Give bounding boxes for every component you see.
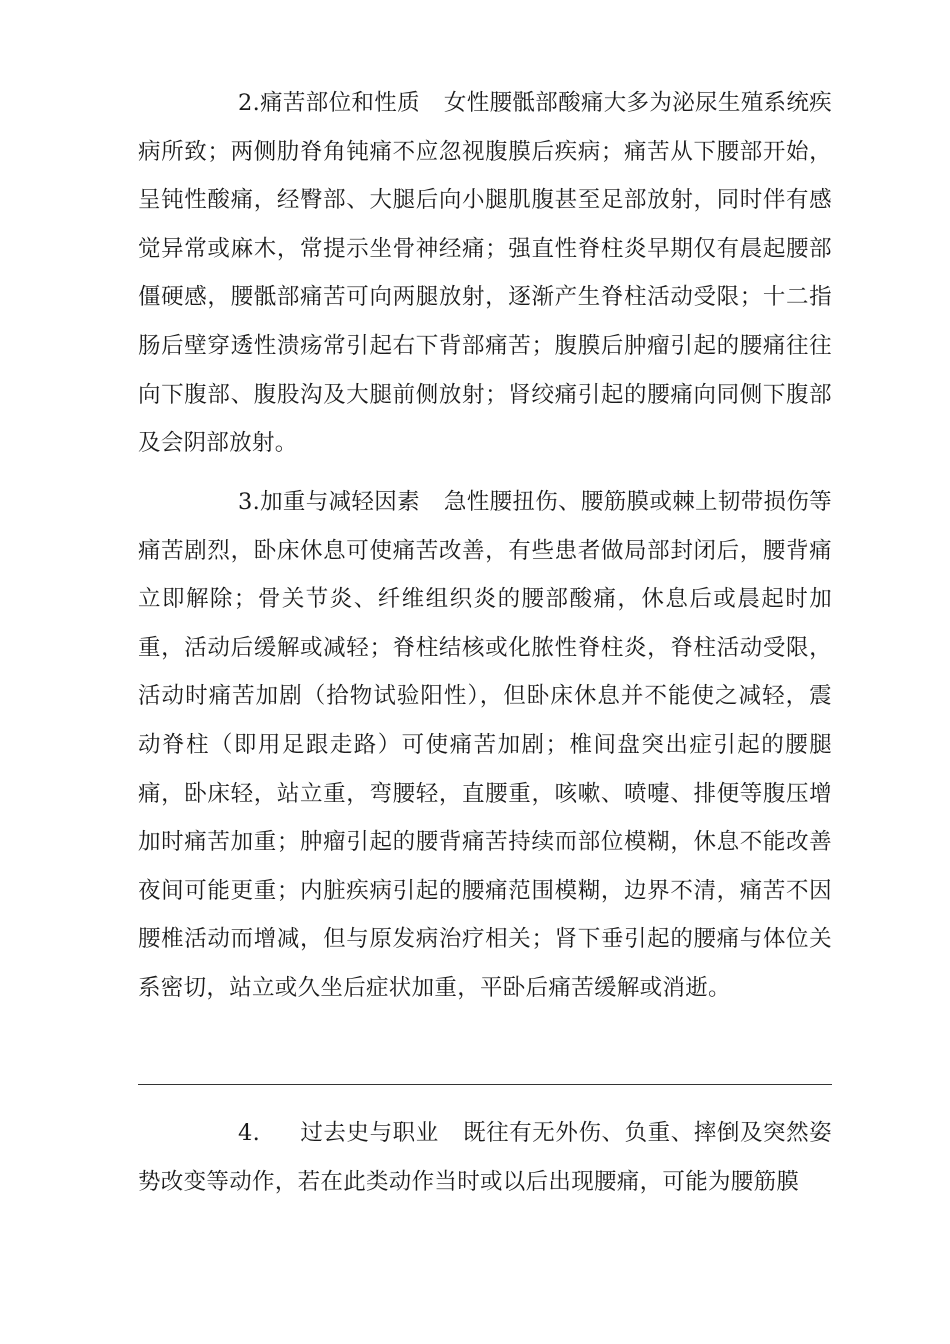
paragraph-heading: 过去史与职业	[300, 1120, 439, 1146]
paragraph-pain-location	[138, 79, 832, 468]
paragraph-number: 2.	[238, 90, 261, 116]
paragraph-heading: 痛苦部位和性质	[260, 90, 420, 116]
paragraph-number: 4.	[238, 1120, 261, 1146]
paragraph-history-occupation	[138, 1109, 832, 1206]
horizontal-divider	[138, 1084, 832, 1085]
paragraph-aggravating-factors	[138, 478, 832, 1013]
paragraph-heading: 加重与减轻因素	[260, 489, 420, 515]
paragraph-body: 急性腰扭伤、腰筋膜或棘上韧带损伤等痛苦剧烈，卧床休息可使痛苦改善，有些患者做局部封闭后，腰背痛立即解除；骨关节炎、纤维组织炎的腰部酸痛，休息后或晨起时加重，活动后缓解或减轻；脊柱结核或化脓性脊柱炎，脊柱活动受限，活动时痛苦加剧（拾物试验阳性），但卧床休息并不能使之减轻，震动脊柱（即用足跟走路）可使痛苦加剧；椎间盘突出症引起的腰腿痛，卧床轻，站立重，弯腰轻，直腰重，咳嗽、喷嚏、排便等腹压增加时痛苦加重；肿瘤引起的腰背痛苦持续而部位模糊，休息不能改善 夜间可能更重；内脏疾病引起的腰痛范围模糊，边界不清，痛苦不因腰椎活动而增减，但与原发病治疗相关；肾下垂引起的腰痛与体位关系密切，站立或久坐后症状加重，平卧后痛苦缓解或消逝。	[138, 489, 832, 1001]
paragraph-body: 既往有无外伤、负重、摔倒及突然姿势改变等动作，若在此类动作当时或以后出现腰痛，可能为腰筋膜	[138, 1120, 832, 1195]
paragraph-number: 3.	[238, 489, 261, 515]
paragraph-body: 女性腰骶部酸痛大多为泌尿生殖系统疾病所致；两侧肋脊角钝痛不应忽视腹膜后疾病；痛苦从下腰部开始，呈钝性酸痛，经臀部、大腿后向小腿肌腹甚至足部放射，同时伴有感觉异常或麻木，常提示坐骨神经痛；强直性脊柱炎早期仅有晨起腰部僵硬感，腰骶部痛苦可向两腿放射，逐渐产生脊柱活动受限；十二指肠后壁穿透性溃疡常引起右下背部痛苦；腹膜后肿瘤引起的腰痛往往向下腹部、腹股沟及大腿前侧放射；肾绞痛引起的腰痛向同侧下腹部及会阴部放射。	[138, 90, 832, 457]
